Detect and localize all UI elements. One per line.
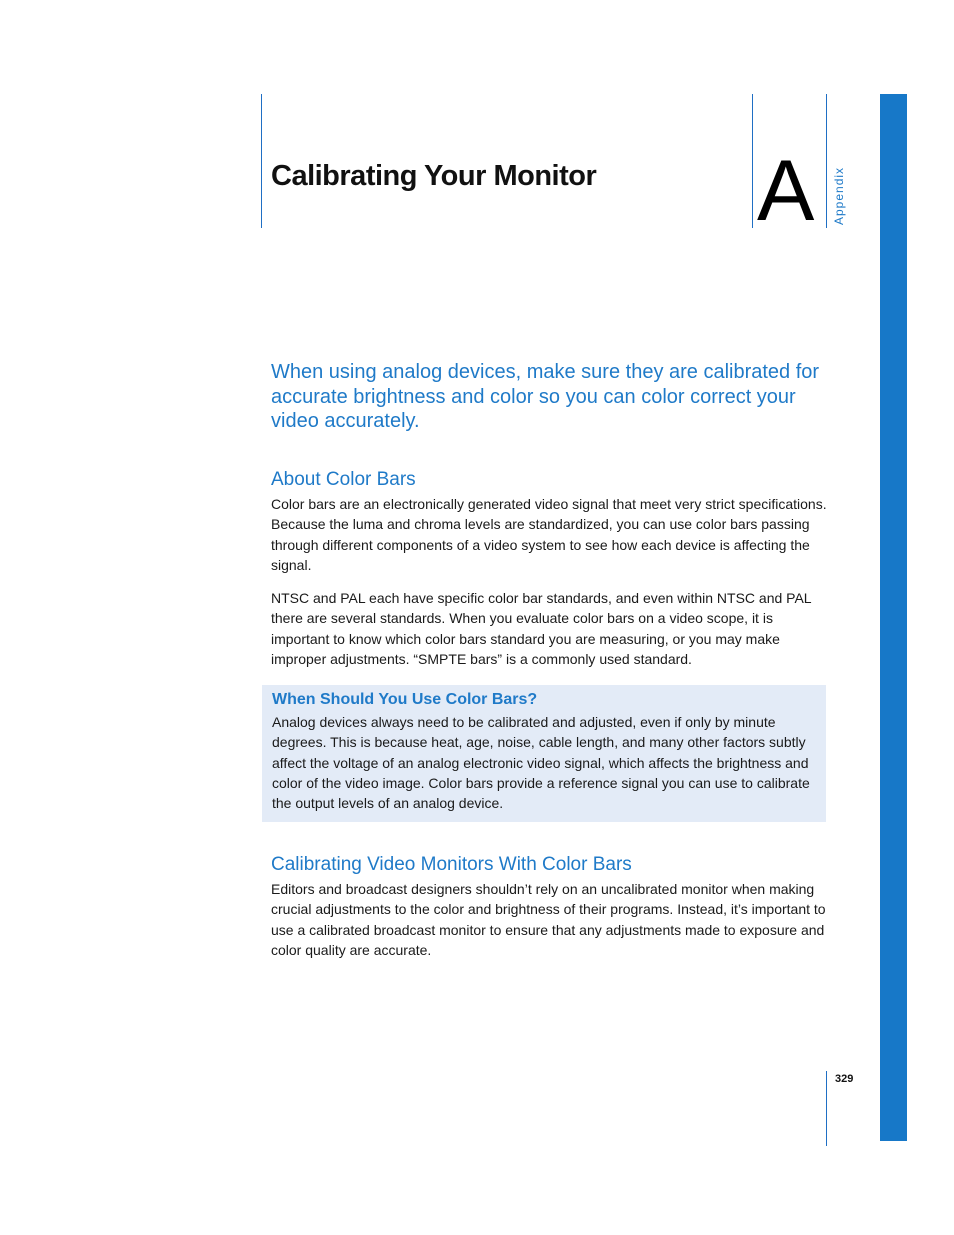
page-number: 329 — [835, 1073, 854, 1085]
letter-left-rule — [752, 94, 753, 228]
page-number-rule — [826, 1071, 827, 1146]
chapter-edge-tab — [880, 94, 907, 1141]
paragraph-color-bar-standards: NTSC and PAL each have specific color bar standards, and even within NTSC and PAL there are several standards. When you evaluate color bars on a video scope, it is important to know which color bars standard you are measuring, or you may make improper adjustments. “SMPTE bars” is a commonly used standard. — [271, 590, 812, 667]
chapter-letter: A — [757, 143, 815, 239]
sidebar-box — [262, 685, 826, 822]
appendix-left-rule — [826, 94, 827, 228]
appendix-label: Appendix — [832, 166, 846, 225]
chapter-title: Calibrating Your Monitor — [271, 160, 597, 192]
sidebar-text: Analog devices always need to be calibrated and adjusted, even if only by minute degrees. This is because heat, age, noise, cable length, and many other factors subtly affect the voltage of an analog electronic video signal, which affects the brightness and color of the video image. Color bars provide a reference signal you can use to calibrate the output levels of an analog device. — [272, 714, 810, 812]
chapter-intro: When using analog devices, make sure they are calibrated for accurate brightness and color so you can color correct your video accurately. — [271, 361, 820, 432]
title-left-rule — [261, 94, 262, 228]
section-heading-calibrating-monitors: Calibrating Video Monitors With Color Bars — [271, 854, 632, 875]
paragraph-calibrated-monitor: Editors and broadcast designers shouldn’t rely on an uncalibrated monitor when making crucial adjustments to the color and brightness of their programs. Instead, it’s important to use a calibrated broadcast monitor to ensure that any adjustments made to exposure and color quality are accurate. — [271, 881, 826, 958]
paragraph-color-bars-definition: Color bars are an electronically generated video signal that meet very strict specifications. Because the luma and chroma levels are standardized, you can use color bars passing through different components of a video system to see how each device is affecting the signal. — [271, 496, 827, 573]
section-heading-about-color-bars: About Color Bars — [271, 469, 416, 490]
sidebar-heading: When Should You Use Color Bars? — [272, 691, 538, 708]
